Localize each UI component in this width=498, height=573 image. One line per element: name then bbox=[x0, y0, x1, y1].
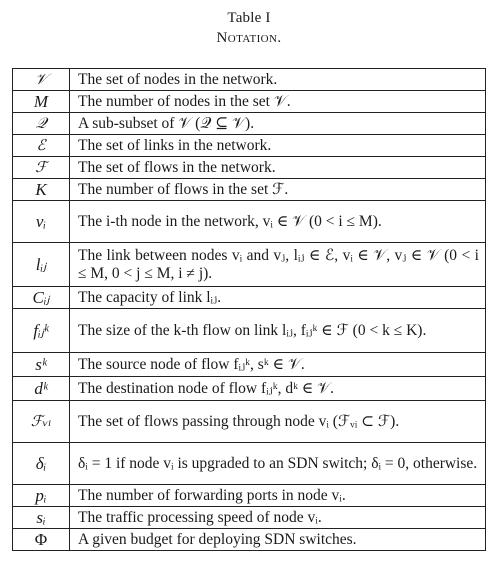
description-cell: The number of forwarding ports in node vᵢ. bbox=[70, 485, 486, 507]
symbol-cell: dᵏ bbox=[13, 377, 70, 401]
description-cell: The destination node of flow fᵢⱼᵏ, dᵏ ∈ 𝒱. bbox=[70, 377, 486, 401]
symbol-cell: ℱᵥᵢ bbox=[13, 401, 70, 443]
description-cell: The link between nodes vᵢ and vⱼ, lᵢⱼ ∈ ℰ, vᵢ ∈ 𝒱, vⱼ ∈ 𝒱 (0 < i ≤ M, 0 < j ≤ M, i ≠ j). bbox=[70, 243, 486, 287]
symbol-cell: δᵢ bbox=[13, 443, 70, 485]
symbol-cell: M bbox=[13, 91, 70, 113]
symbol-cell: ℱ bbox=[13, 157, 70, 179]
table-row bbox=[13, 287, 486, 309]
description-cell: The size of the k-th flow on link lᵢⱼ, fᵢⱼᵏ ∈ ℱ (0 < k ≤ K). bbox=[70, 309, 486, 353]
table-row bbox=[13, 135, 486, 157]
description-cell: The capacity of link lᵢⱼ. bbox=[70, 287, 486, 309]
description-cell: The number of nodes in the set 𝒱. bbox=[70, 91, 486, 113]
table-row bbox=[13, 485, 486, 507]
table-caption-number: Table I bbox=[227, 10, 271, 26]
table-row bbox=[13, 113, 486, 135]
table-row bbox=[13, 443, 486, 485]
description-cell: The set of flows in the network. bbox=[70, 157, 486, 179]
symbol-cell: 𝒱 bbox=[13, 69, 70, 91]
symbol-cell: K bbox=[13, 179, 70, 201]
symbol-cell: sᵢ bbox=[13, 507, 70, 529]
table-row bbox=[13, 243, 486, 287]
table-row bbox=[13, 377, 486, 401]
symbol-cell: pᵢ bbox=[13, 485, 70, 507]
description-cell: The set of nodes in the network. bbox=[70, 69, 486, 91]
description-cell: The source node of flow fᵢⱼᵏ, sᵏ ∈ 𝒱. bbox=[70, 353, 486, 377]
description-cell: δᵢ = 1 if node vᵢ is upgraded to an SDN switch; δᵢ = 0, otherwise. bbox=[70, 443, 486, 485]
symbol-cell: 𝒬 bbox=[13, 113, 70, 135]
table-row bbox=[13, 401, 486, 443]
description-cell: The traffic processing speed of node vᵢ. bbox=[70, 507, 486, 529]
table-row bbox=[13, 69, 486, 91]
notation-table bbox=[12, 68, 486, 551]
symbol-cell: fᵢⱼᵏ bbox=[13, 309, 70, 353]
table-row bbox=[13, 91, 486, 113]
description-cell: A given budget for deploying SDN switches. bbox=[70, 529, 486, 551]
table-caption-title: Notation. bbox=[216, 30, 282, 46]
description-cell: A sub-subset of 𝒱 (𝒬 ⊆ 𝒱). bbox=[70, 113, 486, 135]
symbol-cell: vᵢ bbox=[13, 201, 70, 243]
symbol-cell: ℰ bbox=[13, 135, 70, 157]
table-row bbox=[13, 353, 486, 377]
description-cell: The set of links in the network. bbox=[70, 135, 486, 157]
table-row bbox=[13, 507, 486, 529]
table-row bbox=[13, 529, 486, 551]
table-row bbox=[13, 179, 486, 201]
table-row bbox=[13, 157, 486, 179]
table-row bbox=[13, 201, 486, 243]
symbol-cell: Φ bbox=[13, 529, 70, 551]
symbol-cell: Cᵢⱼ bbox=[13, 287, 70, 309]
symbol-cell: lᵢⱼ bbox=[13, 243, 70, 287]
description-cell: The i-th node in the network, vᵢ ∈ 𝒱 (0 < i ≤ M). bbox=[70, 201, 486, 243]
symbol-cell: sᵏ bbox=[13, 353, 70, 377]
description-cell: The set of flows passing through node vᵢ (ℱᵥᵢ ⊂ ℱ). bbox=[70, 401, 486, 443]
description-cell: The number of flows in the set ℱ. bbox=[70, 179, 486, 201]
table-row bbox=[13, 309, 486, 353]
